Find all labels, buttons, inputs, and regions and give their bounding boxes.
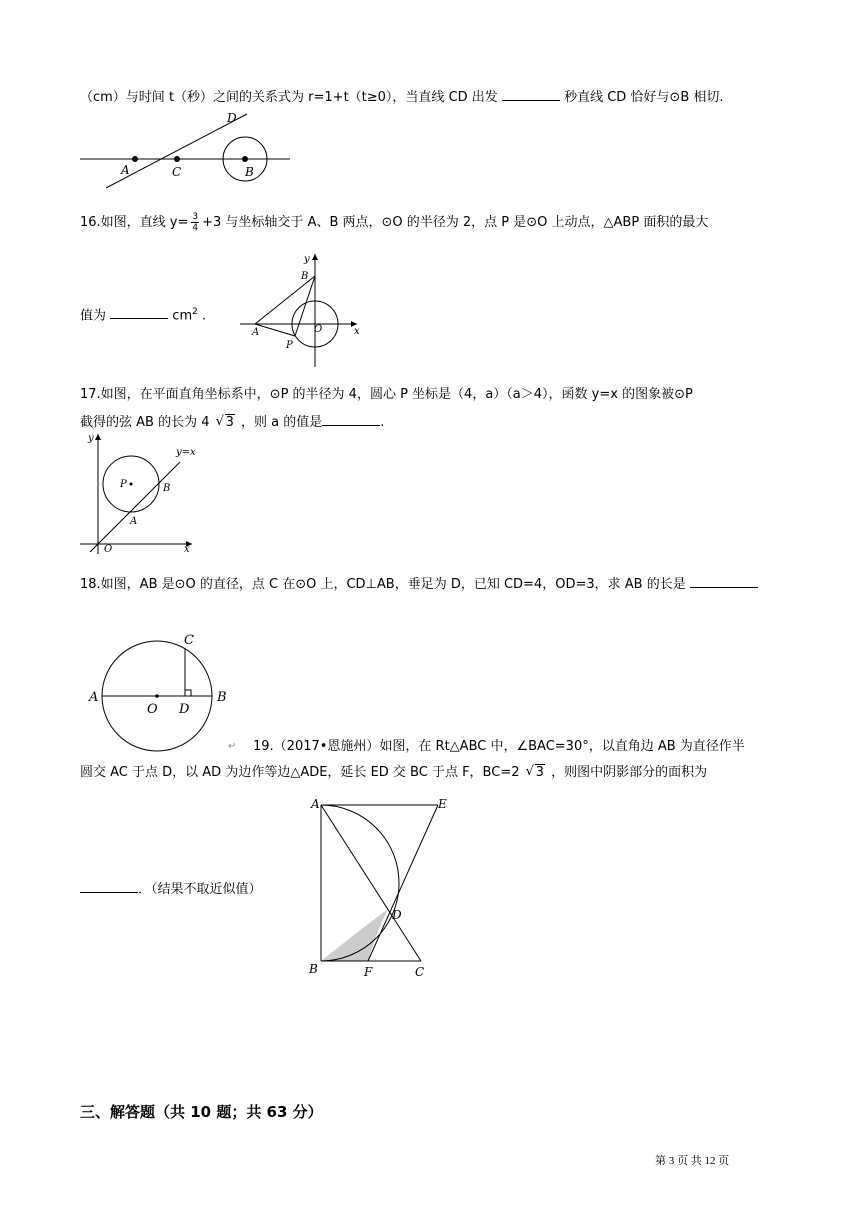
- q19-text-line3: [80, 878, 262, 900]
- q19-label-d: D: [392, 908, 402, 922]
- q16-text-d: .: [201, 308, 207, 324]
- q16-text-a: 16.如图，直线 y=: [80, 215, 189, 230]
- q17-line1: 17.如图，在平面直角坐标系中，⊙P 的半径为 4，圆心 P 坐标是（4，a）（a＞4），函数 y=x 的图象被⊙P: [80, 387, 693, 402]
- q16-text-line1: [80, 212, 708, 233]
- q18-label-b: B: [217, 690, 227, 705]
- q19-text-line1: [253, 737, 745, 757]
- q19-answer-blank[interactable]: [80, 878, 138, 893]
- q19-figure: [305, 790, 460, 980]
- q15-label-c: C: [172, 165, 182, 179]
- q17-label-x: x: [184, 544, 190, 555]
- q15-label-a: A: [121, 163, 130, 177]
- q16-label-p: P: [286, 340, 293, 351]
- q17-sqrt: √ 3: [216, 413, 235, 433]
- q17-figure: [80, 432, 195, 557]
- q19-text-line2: [80, 763, 707, 783]
- q19-label-f: F: [364, 965, 373, 979]
- q18-text: [80, 573, 758, 595]
- q18-label-c: C: [184, 633, 194, 648]
- q16-unit: cm: [172, 308, 193, 324]
- q17-label-b: B: [163, 483, 171, 494]
- q17-label-line: y=x: [176, 447, 196, 458]
- q16-text-line2: [80, 302, 206, 326]
- q19-line2-a: 圆交 AC 于点 D，以 AD 为边作等边△ADE，延长 ED 交 BC 于点 F，BC=2: [80, 765, 520, 780]
- page-number: 第 3 页 共 12 页: [655, 1155, 730, 1167]
- q19-line1: 19.（2017•恩施州）如图，在 Rt△ABC 中，∠BAC=30°，以直角边 AB 为直径作半: [253, 739, 745, 754]
- q17-line2-a: 截得的弦 AB 的长为 4: [80, 415, 210, 430]
- q19-sqrt: √ 3: [526, 763, 545, 783]
- q18-label-o: O: [147, 702, 158, 717]
- q18-label-a: A: [89, 690, 99, 705]
- q17-label-p: P: [120, 479, 127, 490]
- q16-label-b: B: [301, 271, 309, 282]
- q19-label-b: B: [309, 962, 318, 976]
- q17-label-o: O: [104, 544, 113, 555]
- q19-label-c: C: [415, 965, 425, 979]
- q17-text-line1: [80, 385, 693, 405]
- q18-text-main: 18.如图，AB 是⊙O 的直径，点 C 在⊙O 上，CD⊥AB，垂足为 D，已知 CD=4，OD=3，求 AB 的长是: [80, 577, 686, 592]
- q18-figure: [85, 627, 235, 752]
- q15-answer-blank[interactable]: [502, 86, 560, 101]
- q19-label-a: A: [311, 797, 320, 811]
- q17-line2-c: .: [380, 415, 385, 430]
- q19-line3: ．（结果不取近似值）: [138, 882, 262, 897]
- q16-label-a: A: [252, 327, 260, 338]
- return-mark: ↵: [228, 741, 237, 752]
- q18-answer-blank[interactable]: [690, 573, 758, 588]
- q19-line2-b: ，则图中阴影部分的面积为: [551, 765, 708, 780]
- q17-label-a: A: [130, 516, 138, 527]
- q17-label-y: y: [88, 433, 94, 444]
- q17-text-line2: [80, 411, 384, 433]
- q15-label-b: B: [245, 165, 254, 179]
- q16-text-b: +3 与坐标轴交于 A、B 两点，⊙O 的半径为 2，点 P 是⊙O 上动点，△ABP 面积的最大: [202, 215, 709, 230]
- q16-label-o: O: [314, 324, 323, 335]
- q16-label-y: y: [304, 254, 310, 265]
- q16-unit-sup: 2: [192, 307, 198, 317]
- q19-label-e: E: [438, 797, 447, 811]
- q15-text: [80, 86, 724, 108]
- q15-text-b: 秒直线 CD 恰好与⊙B 相切.: [564, 90, 724, 105]
- q16-text-c: 值为: [80, 308, 107, 324]
- q17-line2-b: ，则 a 的值是: [241, 415, 323, 430]
- q17-answer-blank[interactable]: [322, 411, 380, 426]
- q15-text-a: （cm）与时间 t（秒）之间的关系式为 r=1+t（t≥0），当直线 CD 出发: [80, 90, 498, 105]
- q15-label-d: D: [227, 111, 237, 125]
- section-title: 三、解答题（共 10 题；共 63 分）: [80, 1103, 323, 1121]
- q18-label-d: D: [179, 702, 190, 717]
- q15-figure: [80, 108, 300, 183]
- q16-label-x: x: [354, 326, 360, 337]
- q16-answer-blank[interactable]: [110, 304, 168, 319]
- q16-figure: [240, 252, 370, 372]
- q16-fraction: $\frac{3}{4}$: [192, 212, 199, 233]
